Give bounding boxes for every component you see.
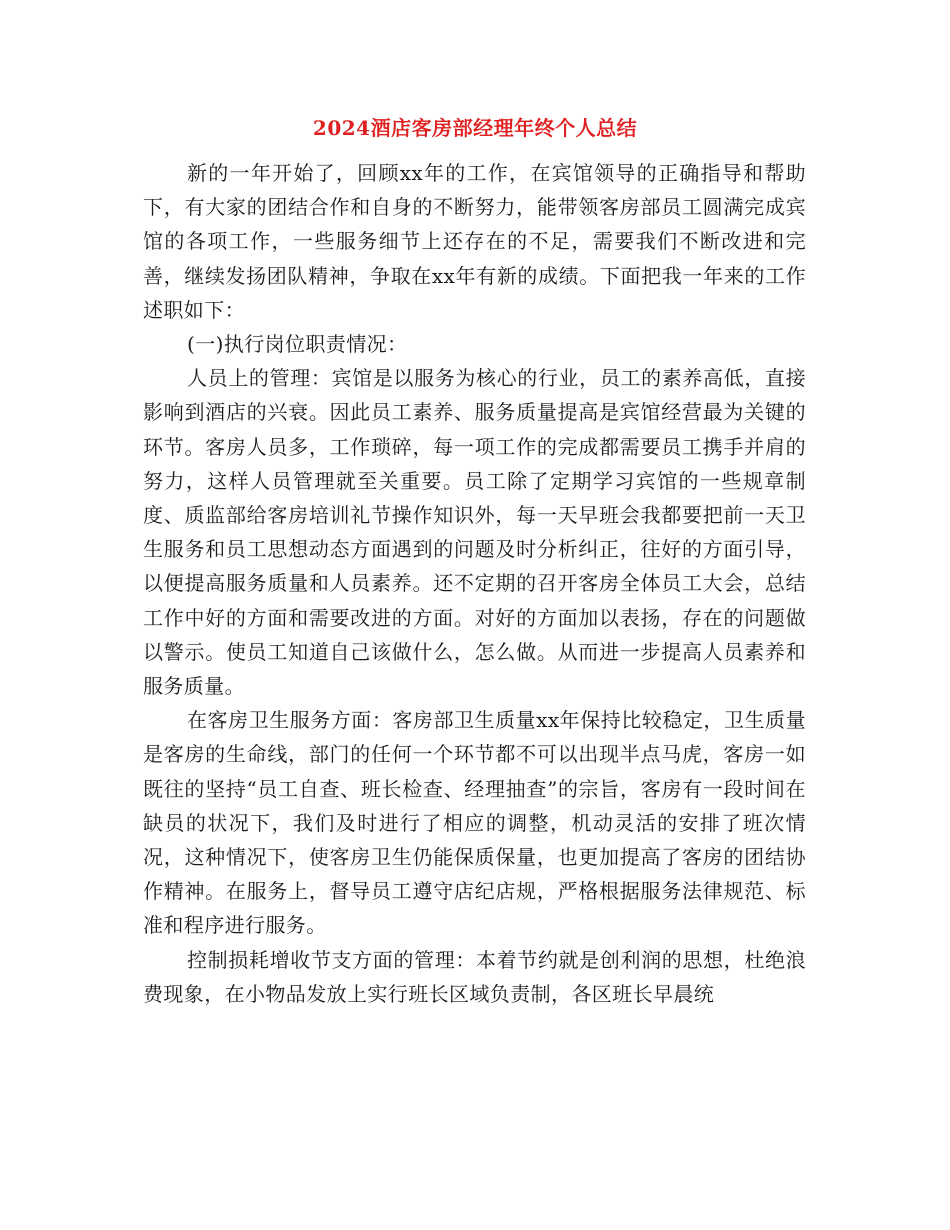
paragraph-intro: 新的一年开始了，回顾xx年的工作，在宾馆领导的正确指导和帮助下，有大家的团结合作和自身的不断努力，能带领客房部员工圆满完成宾馆的各项工作，一些服务细节上还存在的不足，需要我们不断改进和完善，继续发扬团队精神，争取在xx年有新的成绩。下面把我一年来的工作述职如下： xyxy=(143,161,806,322)
paragraph-cost-control: 控制损耗增收节支方面的管理：本着节约就是创利润的思想，杜绝浪费现象，在小物品发放上实行班长区域负责制，各区班长早晨统 xyxy=(143,947,806,1006)
paragraph-room-hygiene: 在客房卫生服务方面：客房部卫生质量xx年保持比较稳定，卫生质量是客房的生命线，部门的任何一个环节都不可以出现半点马虎，客房一如既往的坚持“员工自查、班长检查、经理抽查”的宗旨，客房有一段时间在缺员的状况下，我们及时进行了相应的调整，机动灵活的安排了班次情况，这种情况下，使客房卫生仍能保质保量，也更加提高了客房的团结协作精神。在服务上，督导员工遵守店纪店规，严格根据服务法律规范、标准和程序进行服务。 xyxy=(143,708,806,938)
paragraph-section-heading: (一)执行岗位职责情况： xyxy=(187,332,408,357)
paragraph-personnel-management: 人员上的管理：宾馆是以服务为核心的行业，员工的素养高低，直接影响到酒店的兴衰。因此员工素养、服务质量提高是宾馆经营最为关键的环节。客房人员多，工作琐碎，每一项工作的完成都需要员工携手并肩的努力，这样人员管理就至关重要。员工除了定期学习宾馆的一些规章制度、质监部给客房培训礼节操作知识外，每一天早班会我都要把前一天卫生服务和员工思想动态方面遇到的问题及时分析纠正，往好的方面引导，以便提高服务质量和人员素养。还不定期的召开客房全体员工大会，总结工作中好的方面和需要改进的方面。对好的方面加以表扬，存在的问题做以警示。使员工知道自己该做什么，怎么做。从而进一步提高人员素养和服务质量。 xyxy=(143,366,806,699)
document-title: 2024酒店客房部经理年终个人总结 xyxy=(312,116,638,140)
document-body xyxy=(143,156,806,1011)
